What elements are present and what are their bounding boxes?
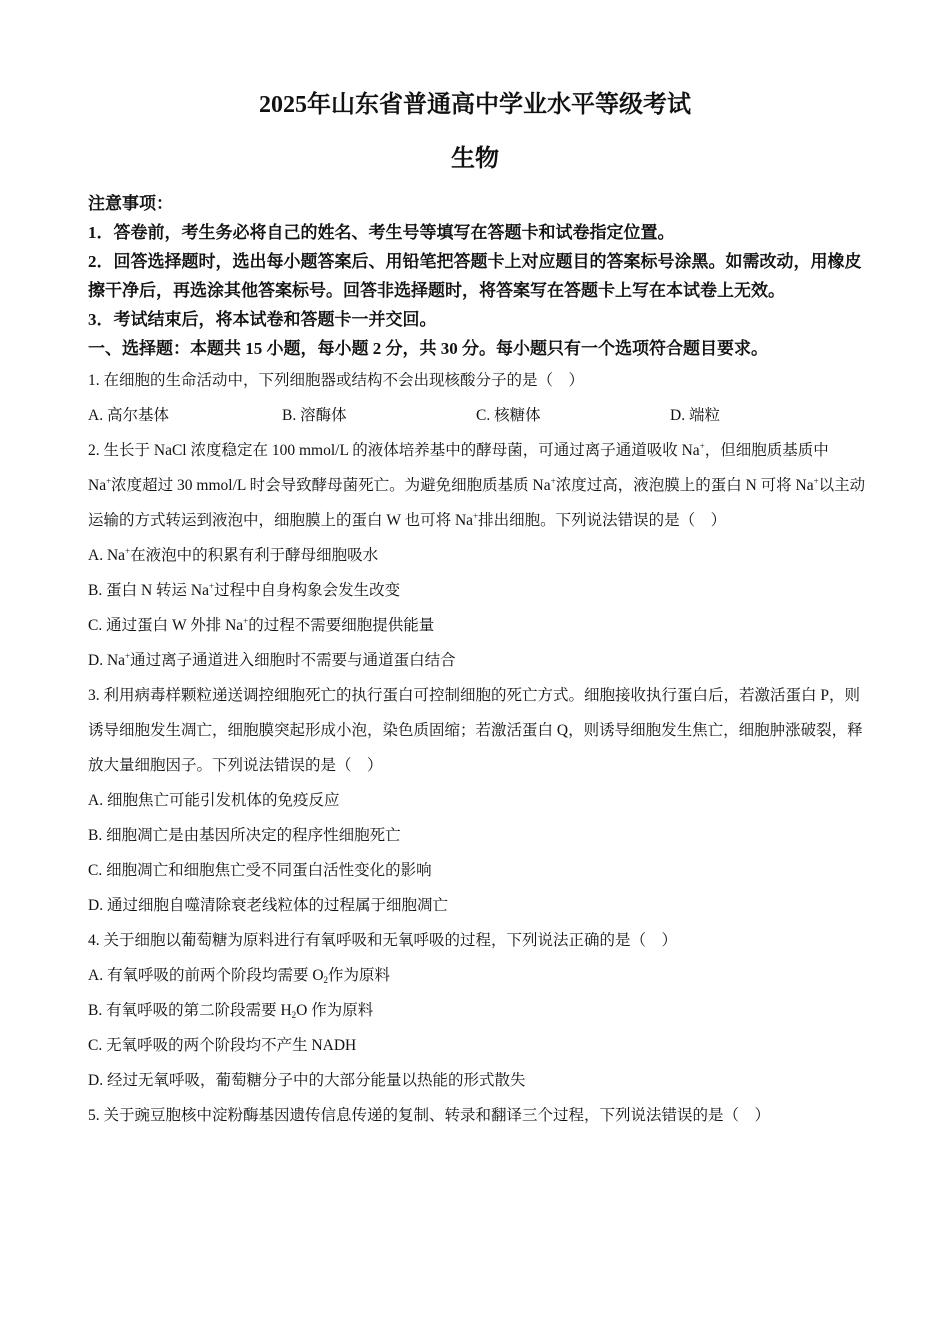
question-1-option-c: C. 核糖体	[476, 407, 541, 424]
question-3-option-d: D. 通过细胞自噬清除衰老线粒体的过程属于细胞凋亡	[88, 897, 448, 914]
question-5-stem: 5. 关于豌豆胞核中淀粉酶基因遗传信息传递的复制、转录和翻译三个过程，下列说法错误的是（ ）	[88, 1107, 771, 1124]
question-4-option-b: B. 有氧呼吸的第二阶段需要 $H_2O$ 作为原料	[88, 1002, 374, 1020]
question-1-option-b: B. 溶酶体	[282, 407, 347, 424]
question-1-option-d: D. 端粒	[670, 407, 720, 424]
question-3-option-a: A. 细胞焦亡可能引发机体的免疫反应	[88, 792, 340, 809]
notice-item-3: 3．考试结束后，将本试卷和答题卡一并交回。	[88, 310, 437, 329]
question-2-option-d: D. Na+通过离子通道进入细胞时不需要与通道蛋白结合	[88, 651, 456, 669]
notice-item-1: 1．答卷前，考生务必将自己的姓名、考生号等填写在答题卡和试卷指定位置。	[88, 223, 675, 242]
section-heading: 一、选择题：本题共 15 小题，每小题 2 分，共 30 分。每小题只有一个选项符合题目要求。	[88, 339, 768, 358]
question-3-stem: 3. 利用病毒样颗粒递送调控细胞死亡的执行蛋白可控制细胞的死亡方式。细胞接收执行蛋白后，若激活蛋白 P，则诱导细胞发生凋亡，细胞膜突起形成小泡，染色质固缩；若激活蛋白 Q，则诱导细胞发生焦亡，细胞肿涨破裂，释放大量细胞因子。下列说法错误的是（ ）	[88, 687, 863, 774]
question-4-option-a: A. 有氧呼吸的前两个阶段均需要 $O_2$作为原料	[88, 967, 391, 985]
question-3-option-c: C. 细胞凋亡和细胞焦亡受不同蛋白活性变化的影响	[88, 862, 432, 879]
exam-title: 2025年山东省普通高中学业水平等级考试	[259, 92, 691, 118]
question-1-stem: 1. 在细胞的生命活动中，下列细胞器或结构不会出现核酸分子的是（ ）	[88, 372, 585, 389]
exam-subject: 生物	[451, 146, 499, 172]
question-4-stem: 4. 关于细胞以葡萄糖为原料进行有氧呼吸和无氧呼吸的过程，下列说法正确的是（ ）	[88, 932, 678, 949]
notice-heading: 注意事项：	[88, 194, 173, 213]
question-2-option-a: A. Na+在液泡中的积累有利于酵母细胞吸水	[88, 546, 379, 564]
exam-content	[88, 189, 868, 1133]
question-4-option-c: C. 无氧呼吸的两个阶段均不产生 NADH	[88, 1037, 357, 1054]
question-4-option-d: D. 经过无氧呼吸，葡萄糖分子中的大部分能量以热能的形式散失	[88, 1072, 526, 1089]
question-2-option-b: B. 蛋白 N 转运 Na+过程中自身构象会发生改变	[88, 581, 401, 599]
question-3-option-b: B. 细胞凋亡是由基因所决定的程序性细胞死亡	[88, 827, 401, 844]
question-1-options	[88, 398, 868, 433]
notice-item-2: 2．回答选择题时，选出每小题答案后、用铅笔把答题卡上对应题目的答案标号涂黑。如需改动，用橡皮擦干净后，再选涂其他答案标号。回答非选择题时，将答案写在答题卡上写在本试卷上无效。	[88, 252, 862, 300]
question-2-stem: 2. 生长于 NaCl 浓度稳定在 100 mmol/L 的液体培养基中的酵母菌，可通过离子通道吸收 Na+，但细胞质基质中 Na+浓度超过 30 mmol/L 时会导致酵母菌死亡。为避免细胞质基质 Na+浓度过高，液泡膜上的蛋白 N 可将 Na+以主动运输的方式转运到液泡中，细胞膜上的蛋白 W 也可将 Na+排出细胞。下列说法错误的是（ ）	[88, 441, 866, 529]
question-2-option-c: C. 通过蛋白 W 外排 Na+的过程不需要细胞提供能量	[88, 616, 435, 634]
question-1-option-a: A. 高尔基体	[88, 407, 169, 424]
